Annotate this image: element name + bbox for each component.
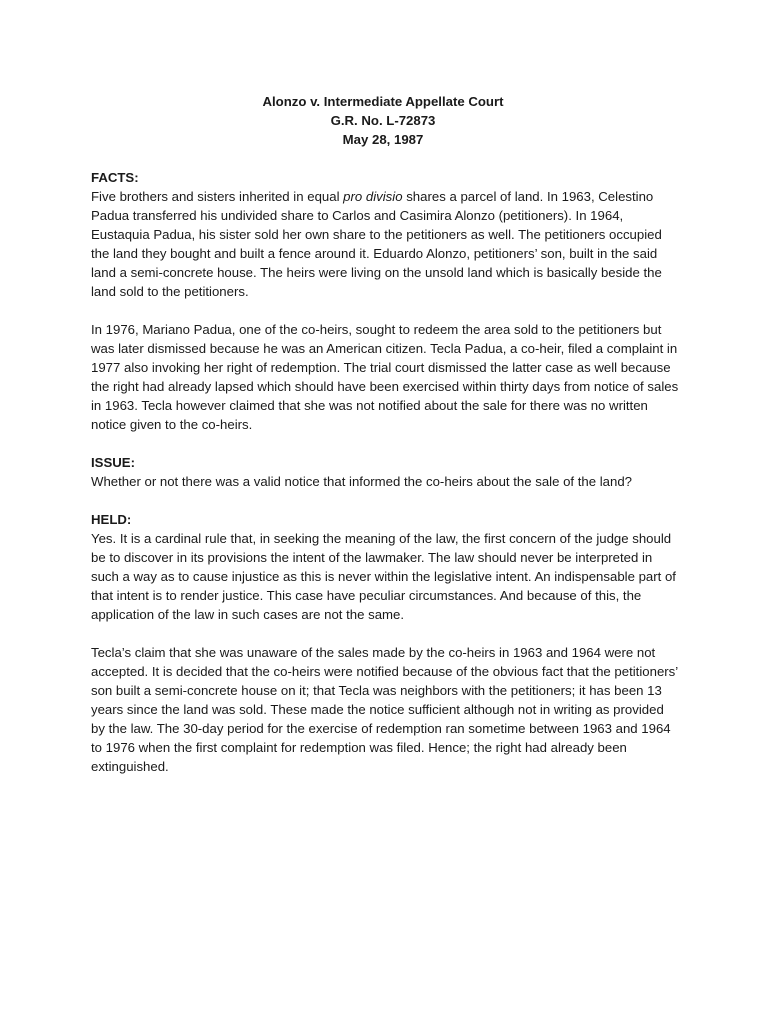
held-paragraph-2: Tecla’s claim that she was unaware of the sales made by the co-heirs in 1963 and 1964 were not accepted. It is decided that the co-heirs were notified because of the obvious fact that the petitioners’ son built a semi-concrete house on it; that Tecla was neighbors with the petitioners; it has been 13 years since the land was sold. These made the notice sufficient although not in writing as provided by the law. The 30-day period for the exercise of redemption ran sometime between 1963 and 1964 to 1976 when the first complaint for redemption was filed. Hence; the right had already been extinguished. [91,645,678,774]
held-section [91,510,681,776]
case-number: G.R. No. L-72873 [330,113,436,128]
facts-heading: FACTS: [91,170,139,185]
case-title-block [85,92,681,149]
held-paragraph-1: Yes. It is a cardinal rule that, in seeking the meaning of the law, the first concern of the judge should be to discover in its provisions the intent of the lawmaker. The law should never be interpreted in such a way as to cause injustice as this is never within the legislative intent. An indispensable part of that intent is to render justice. This case have peculiar circumstances. And because of this, the application of the law in such cases are not the same. [91,531,676,622]
facts-italic-term: pro divisio [343,189,403,204]
facts-text-start: Five brothers and sisters inherited in equal [91,189,344,204]
document-page [91,92,681,776]
issue-text: Whether or not there was a valid notice that informed the co-heirs about the sale of the land? [91,474,633,489]
facts-paragraph-1 [91,187,681,301]
facts-section [91,168,681,434]
issue-section [91,453,681,491]
held-heading: HELD: [91,512,132,527]
issue-heading: ISSUE: [91,455,135,470]
case-title: Alonzo v. Intermediate Appellate Court [262,94,504,109]
case-date: May 28, 1987 [342,132,424,147]
facts-paragraph-2: In 1976, Mariano Padua, one of the co-heirs, sought to redeem the area sold to the petitioners but was later dismissed because he was an American citizen. Tecla Padua, a co-heir, filed a complaint in 1977 also invoking her right of redemption. The trial court dismissed the latter case as well because the right had already lapsed which should have been exercised within thirty days from notice of sales in 1963. Tecla however claimed that she was not notified about the sale for there was no written notice given to the co-heirs. [91,322,679,432]
facts-text-rest: shares a parcel of land. In 1963, Celestino Padua transferred his undivided share to Carlos and Casimira Alonzo (petitioners). In 1964, Eustaquia Padua, his sister sold her own share to the petitioners as well. The petitioners occupied the land they bought and built a fence around it. Eduardo Alonzo, petitioners’ son, built in the said land a semi-concrete house. The heirs were living on the unsold land which is basically beside the land sold to the petitioners. [91,189,662,299]
